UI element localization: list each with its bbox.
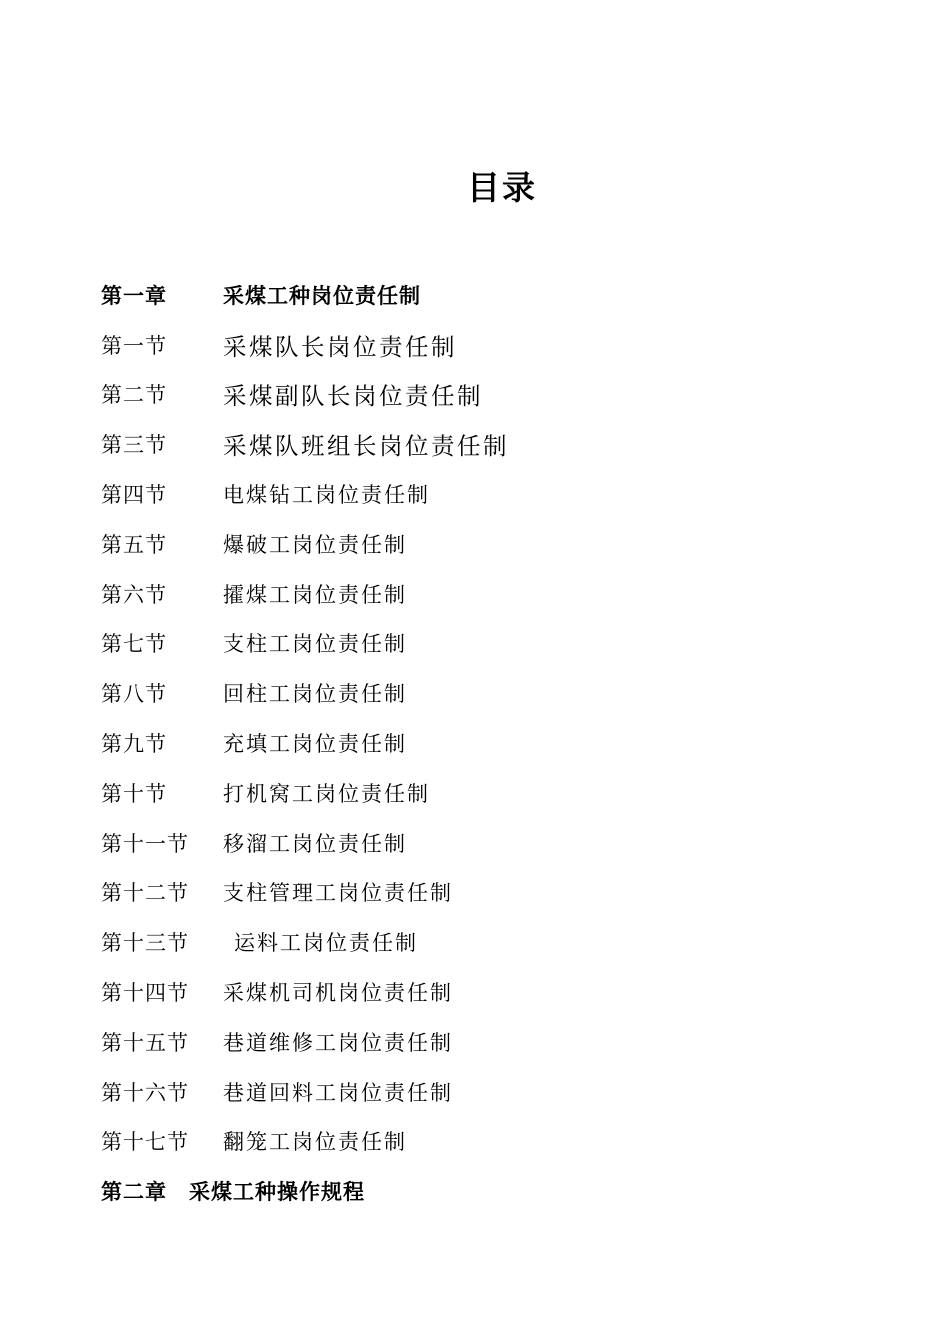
toc-section-title: 回柱工岗位责任制 (223, 682, 407, 707)
toc-section-title: 攉煤工岗位责任制 (223, 582, 407, 607)
toc-section-title: 巷道维修工岗位责任制 (223, 1030, 453, 1055)
toc-section-title: 采煤副队长岗位责任制 (223, 382, 483, 411)
toc-entry-section-11[interactable] (101, 818, 881, 868)
toc-entry-section-13[interactable] (101, 917, 881, 967)
toc-chapter-title: 采煤工种岗位责任制 (223, 283, 421, 308)
toc-entry-section-6[interactable] (101, 569, 881, 619)
toc-entry-section-10[interactable] (101, 768, 881, 818)
toc-section-label: 第十二节 (101, 881, 189, 906)
toc-chapter-title: 采煤工种操作规程 (189, 1180, 365, 1205)
toc-section-label: 第五节 (101, 532, 167, 557)
toc-section-label: 第九节 (101, 732, 167, 757)
toc-section-title: 翻笼工岗位责任制 (223, 1130, 407, 1155)
toc-entry-section-5[interactable] (101, 519, 881, 569)
toc-section-label: 第十三节 (101, 931, 189, 956)
page-title: 目录 (467, 168, 537, 207)
toc-section-label: 第十节 (101, 781, 167, 806)
toc-section-label: 第三节 (101, 433, 167, 458)
toc-section-title: 电煤钻工岗位责任制 (223, 483, 430, 508)
toc-section-label: 第十一节 (101, 831, 189, 856)
toc-section-label: 第十七节 (101, 1130, 189, 1155)
toc-section-label: 第二节 (101, 383, 167, 408)
toc-section-label: 第十五节 (101, 1030, 189, 1055)
toc-chapter-label: 第一章 (101, 283, 167, 308)
toc-section-title: 爆破工岗位责任制 (223, 532, 407, 557)
toc-entry-section-8[interactable] (101, 668, 881, 718)
toc-section-title: 采煤队班组长岗位责任制 (223, 432, 509, 461)
toc-section-label: 第十六节 (101, 1080, 189, 1105)
toc-section-label: 第八节 (101, 682, 167, 707)
toc-section-title: 移溜工岗位责任制 (223, 831, 407, 856)
toc-entry-section-1[interactable] (101, 320, 881, 370)
toc-section-title: 采煤机司机岗位责任制 (223, 981, 453, 1006)
toc-entry-section-4[interactable] (101, 469, 881, 519)
toc-entry-section-17[interactable] (101, 1117, 881, 1167)
toc-entry-section-16[interactable] (101, 1067, 881, 1117)
toc-section-label: 第一节 (101, 333, 167, 358)
toc-section-title: 巷道回料工岗位责任制 (223, 1080, 453, 1105)
toc-section-label: 第七节 (101, 632, 167, 657)
toc-entry-section-7[interactable] (101, 619, 881, 669)
toc-entry-section-14[interactable] (101, 967, 881, 1017)
toc-entry-section-2[interactable] (101, 370, 881, 420)
toc-section-title: 打机窝工岗位责任制 (223, 781, 430, 806)
toc-entry-section-15[interactable] (101, 1017, 881, 1067)
toc-section-label: 第十四节 (101, 981, 189, 1006)
toc-entry-section-9[interactable] (101, 718, 881, 768)
toc-section-title: 运料工岗位责任制 (234, 931, 418, 956)
toc-section-label: 第六节 (101, 582, 167, 607)
table-of-contents (101, 270, 881, 1216)
toc-section-title: 支柱管理工岗位责任制 (223, 881, 453, 906)
toc-section-title: 充填工岗位责任制 (223, 732, 407, 757)
toc-entry-section-3[interactable] (101, 419, 881, 469)
toc-section-title: 采煤队长岗位责任制 (223, 332, 457, 361)
toc-section-label: 第四节 (101, 483, 167, 508)
toc-section-title: 支柱工岗位责任制 (223, 632, 407, 657)
toc-entry-chapter-1[interactable] (101, 270, 881, 320)
toc-chapter-label: 第二章 (101, 1180, 167, 1205)
toc-entry-section-12[interactable] (101, 868, 881, 918)
toc-entry-chapter-2[interactable] (101, 1166, 881, 1216)
